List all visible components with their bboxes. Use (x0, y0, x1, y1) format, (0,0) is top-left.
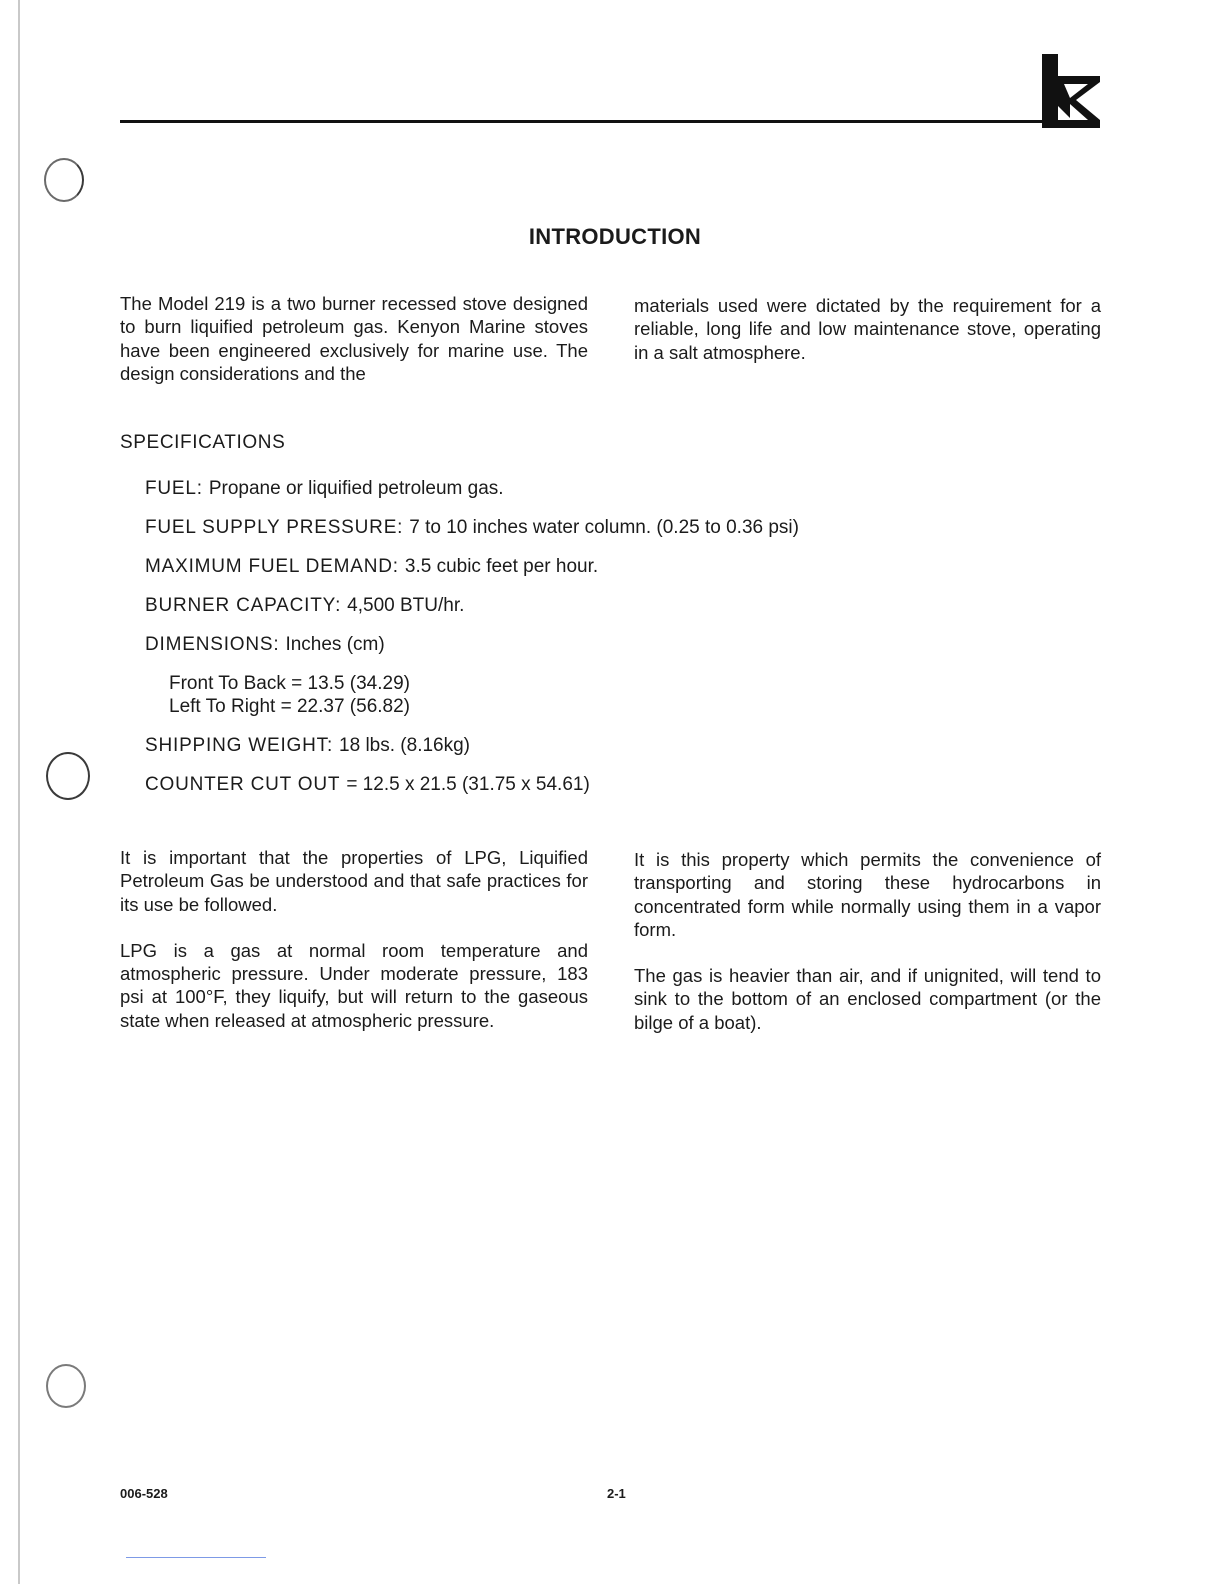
page-number: 2-1 (607, 1486, 626, 1501)
spec-shipping-weight (145, 735, 470, 757)
spec-value: 3.5 cubic feet per hour. (404, 556, 599, 577)
spec-maximum-fuel-demand (145, 556, 598, 578)
spec-burner-capacity (145, 595, 464, 617)
body-right-column (634, 848, 1101, 1034)
spec-label: FUEL SUPPLY PRESSURE: (145, 517, 404, 538)
specifications-heading: SPECIFICATIONS (120, 432, 286, 453)
spec-label: FUEL: (145, 478, 203, 499)
punch-hole-middle (46, 752, 90, 800)
spec-counter-cut-out (145, 774, 590, 796)
document-number: 006-528 (120, 1486, 168, 1501)
punch-hole-bottom (46, 1364, 86, 1408)
intro-right-column (634, 294, 1101, 364)
spec-dimension-front-to-back: Front To Back = 13.5 (34.29) (169, 673, 410, 694)
kenyon-logo (1042, 54, 1100, 128)
body-left-paragraph-1: It is important that the properties of LPG, Liquified Petroleum Gas be understood and that safe practices for its use be followed. (120, 847, 588, 915)
intro-left-column (120, 292, 588, 385)
spec-label: COUNTER CUT OUT (145, 774, 341, 795)
body-right-paragraph-1: It is this property which permits the convenience of transporting and storing these hydrocarbons in concentrated form while normally using them in a vapor form. (634, 849, 1101, 940)
spec-fuel-supply-pressure (145, 517, 799, 539)
spec-value: Propane or liquified petroleum gas. (208, 478, 504, 499)
intro-left-text: The Model 219 is a two burner recessed stove designed to burn liquified petroleum gas. Kenyon Marine stoves have been engineered exclusively for marine use. The design considerations and the (120, 293, 588, 384)
spec-value: Inches (cm) (285, 634, 385, 655)
body-right-paragraph-2: The gas is heavier than air, and if unignited, will tend to sink to the bottom of an enclosed compartment (or the bilge of a boat). (634, 965, 1101, 1033)
body-left-paragraph-2: LPG is a gas at normal room temperature and atmospheric pressure. Under moderate pressure, 183 psi at 100°F, they liquify, but will return to the gaseous state when released at atmospheric pressure. (120, 939, 588, 1031)
spec-value: = 12.5 x 21.5 (31.75 x 54.61) (346, 774, 590, 795)
spec-value: 4,500 BTU/hr. (347, 595, 465, 616)
header-rule (120, 120, 1042, 123)
spec-fuel (145, 478, 504, 500)
body-left-column (120, 846, 588, 1032)
spec-value: 7 to 10 inches water column. (0.25 to 0.36 psi) (409, 517, 799, 538)
spec-label: DIMENSIONS: (145, 634, 280, 655)
spec-label: MAXIMUM FUEL DEMAND: (145, 556, 399, 577)
scan-artifact-line (126, 1557, 266, 1558)
intro-right-text: materials used were dictated by the requirement for a reliable, long life and low maintenance stove, operating in a salt atmosphere. (634, 295, 1101, 363)
spec-label: BURNER CAPACITY: (145, 595, 342, 616)
spec-value: 18 lbs. (8.16kg) (339, 735, 471, 756)
spec-dimensions (145, 634, 385, 656)
spec-label: SHIPPING WEIGHT: (145, 735, 334, 756)
spec-dimension-left-to-right: Left To Right = 22.37 (56.82) (169, 696, 411, 717)
punch-hole-top (44, 158, 84, 202)
page-title: INTRODUCTION (528, 224, 702, 249)
